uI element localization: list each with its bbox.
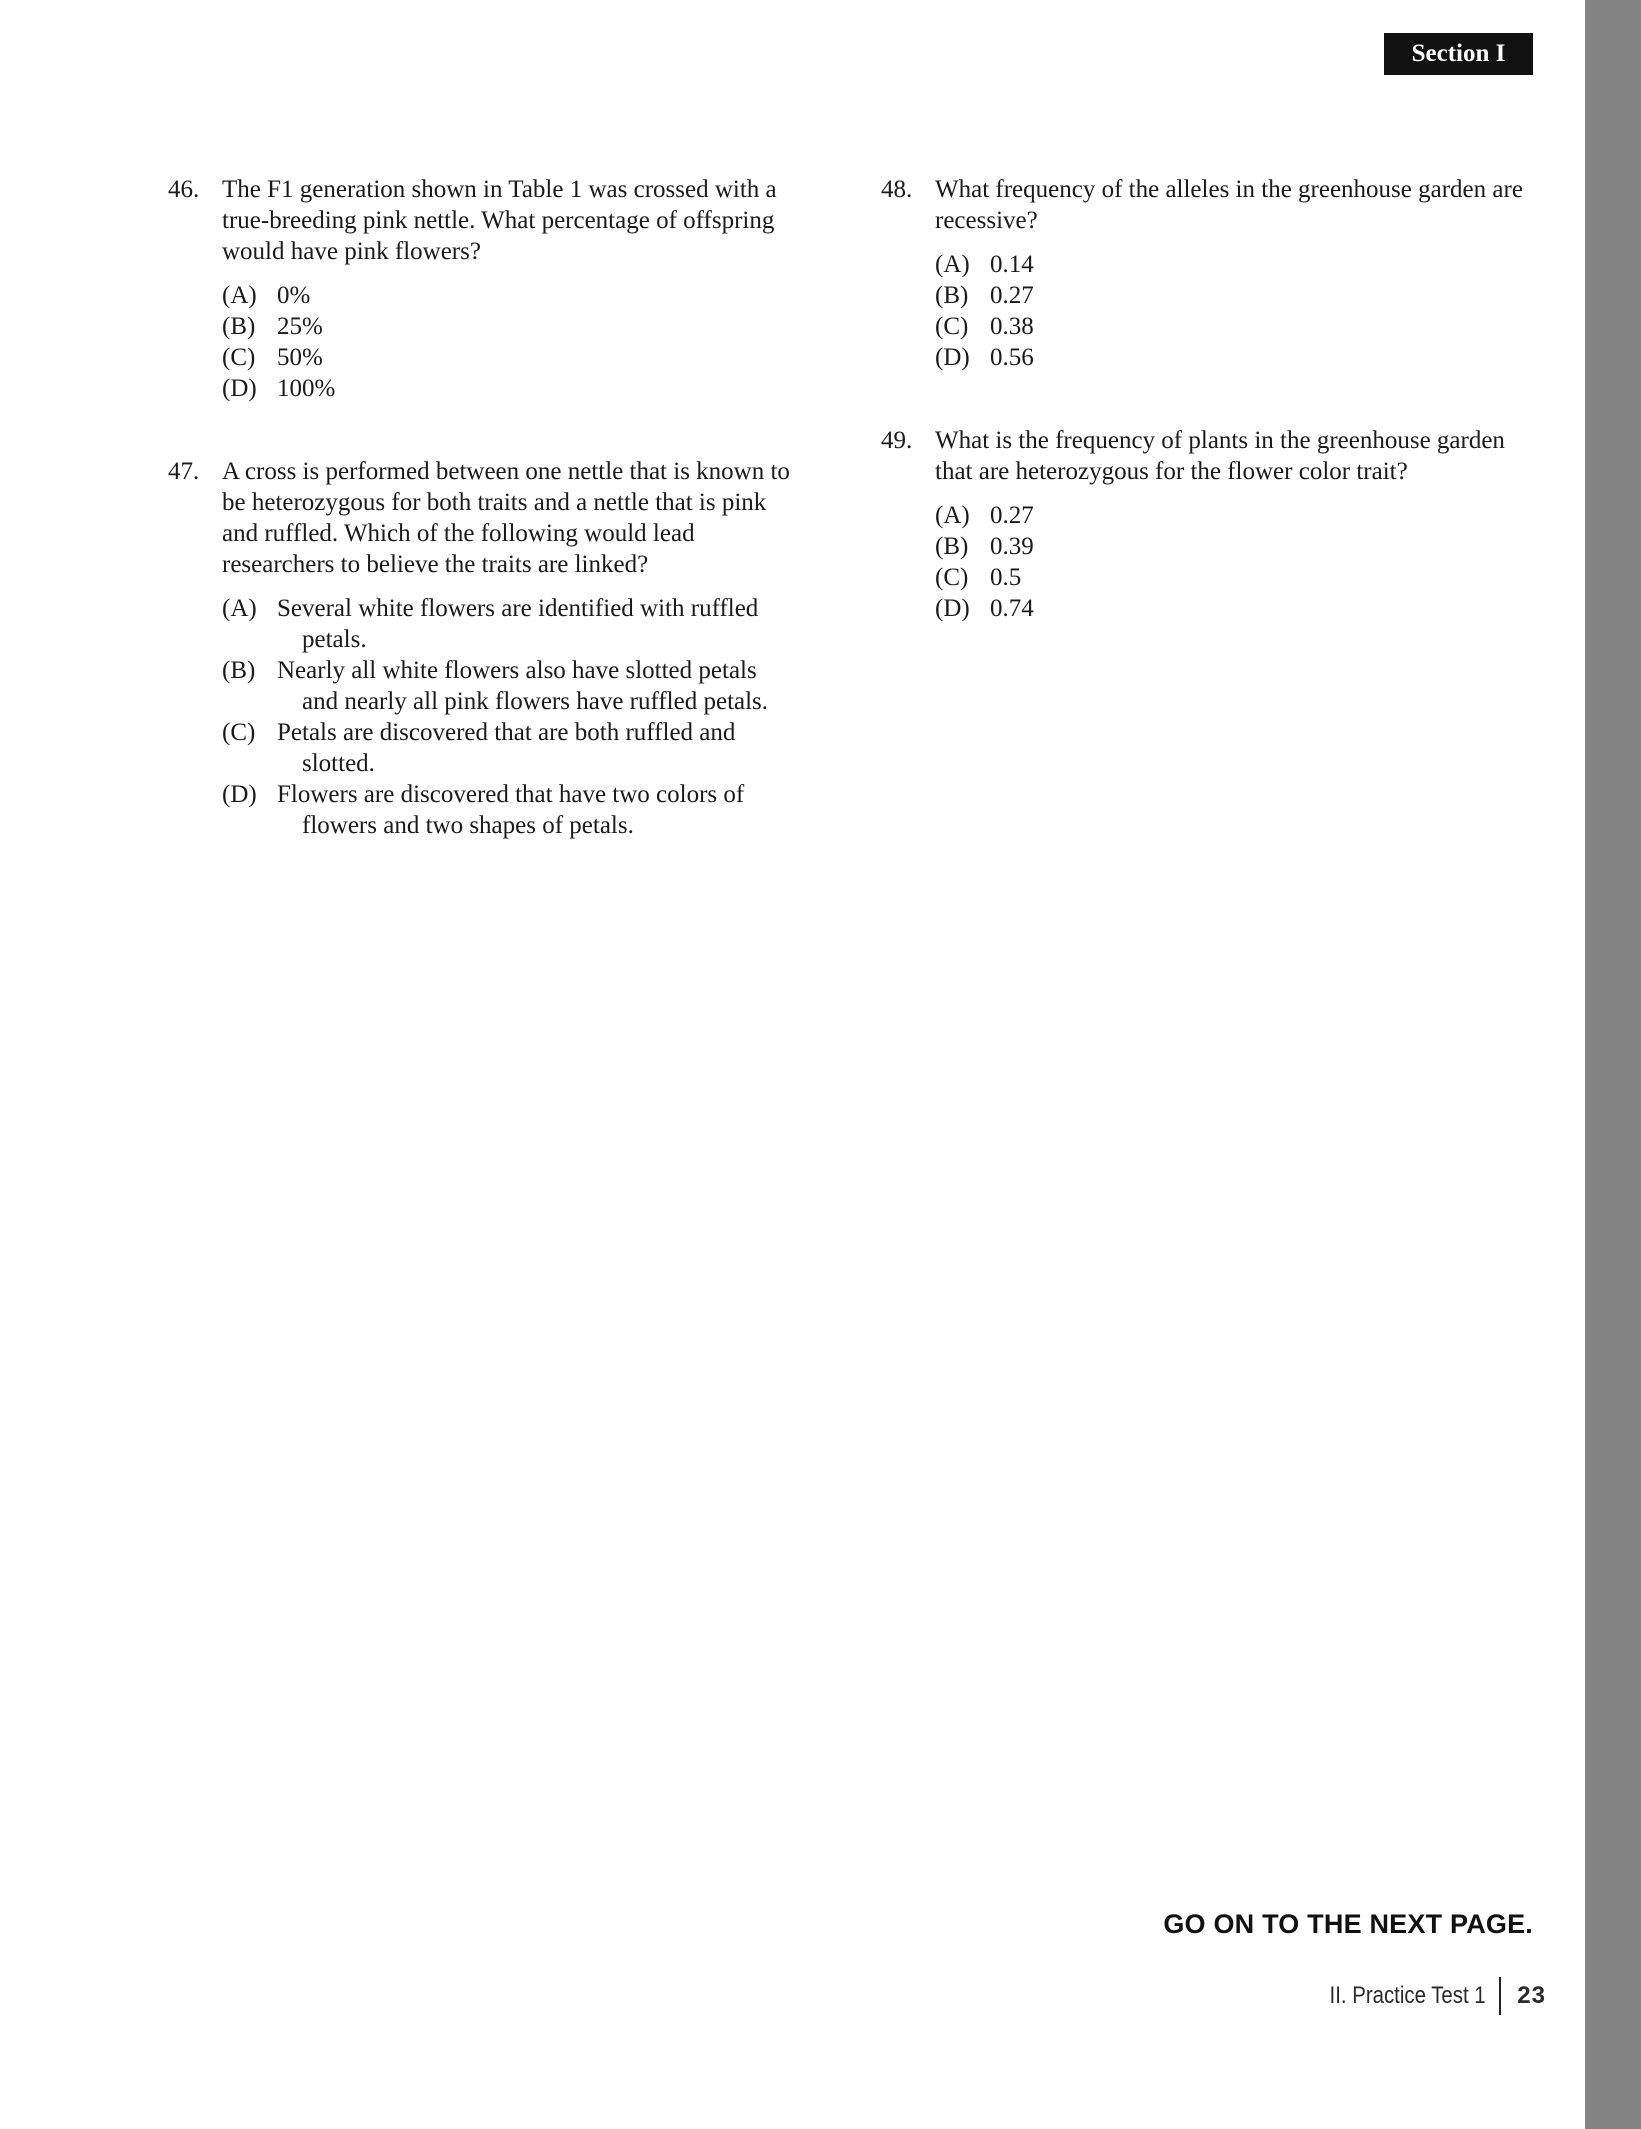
question-number: 46. bbox=[168, 176, 200, 203]
choice-text: 25% bbox=[277, 313, 323, 340]
answer-choice[interactable] bbox=[222, 373, 828, 404]
answer-choices bbox=[935, 249, 1541, 373]
choice-letter: (D) bbox=[935, 344, 970, 371]
go-on-notice: GO ON TO THE NEXT PAGE. bbox=[1163, 1909, 1533, 1939]
page-footer bbox=[1302, 1976, 1546, 2016]
answer-choice[interactable] bbox=[222, 593, 782, 655]
answer-choices bbox=[935, 500, 1541, 624]
choice-letter: (B) bbox=[222, 313, 256, 340]
choice-text: 100% bbox=[277, 375, 336, 402]
question-49 bbox=[881, 425, 1541, 624]
answer-choice[interactable] bbox=[935, 593, 1541, 624]
question-number: 49. bbox=[881, 427, 913, 454]
choice-letter: (B) bbox=[222, 657, 256, 684]
choice-letter: (D) bbox=[222, 781, 257, 808]
choice-letter: (B) bbox=[935, 533, 969, 560]
choice-letter: (A) bbox=[935, 251, 970, 278]
answer-choices bbox=[222, 593, 782, 841]
choice-text: 0.14 bbox=[990, 251, 1034, 278]
answer-choice[interactable] bbox=[222, 655, 782, 717]
footer-divider bbox=[1499, 1977, 1501, 2015]
question-stem: What is the frequency of plants in the greenhouse garden that are heterozygous for the flower color trait? bbox=[935, 427, 1505, 485]
question-48 bbox=[881, 174, 1541, 373]
footer-book-section: II. Practice Test 1 bbox=[1329, 1982, 1486, 2009]
answer-choice[interactable] bbox=[935, 249, 1541, 280]
choice-letter: (C) bbox=[222, 719, 256, 746]
choice-text: Several white flowers are identified with ruffled petals. bbox=[277, 595, 759, 653]
answer-choice[interactable] bbox=[935, 562, 1541, 593]
answer-choice[interactable] bbox=[935, 280, 1541, 311]
choice-letter: (D) bbox=[935, 595, 970, 622]
choice-text: 0.74 bbox=[990, 595, 1034, 622]
choice-letter: (C) bbox=[222, 344, 256, 371]
choice-letter: (A) bbox=[935, 502, 970, 529]
choice-letter: (A) bbox=[222, 282, 257, 309]
question-stem: The F1 generation shown in Table 1 was crossed with a true-breeding pink nettle. What percentage of offspring would have pink flowers? bbox=[222, 176, 777, 265]
choice-text: Nearly all white flowers also have slotted petals and nearly all pink flowers have ruffled petals. bbox=[277, 657, 769, 715]
answer-choice[interactable] bbox=[935, 531, 1541, 562]
choice-text: 0.56 bbox=[990, 344, 1034, 371]
question-stem: A cross is performed between one nettle that is known to be heterozygous for both traits and a nettle that is pink and ruffled. Which of the following would lead researchers to believe the traits are linked? bbox=[222, 458, 790, 578]
choice-letter: (B) bbox=[935, 282, 969, 309]
choice-text: 0.38 bbox=[990, 313, 1034, 340]
choice-letter: (A) bbox=[222, 595, 257, 622]
answer-choice[interactable] bbox=[222, 342, 828, 373]
page-number: 23 bbox=[1517, 1982, 1546, 2009]
answer-choice[interactable] bbox=[935, 311, 1541, 342]
choice-text: 0.39 bbox=[990, 533, 1034, 560]
question-46 bbox=[168, 174, 828, 404]
choice-letter: (D) bbox=[222, 375, 257, 402]
question-number: 47. bbox=[168, 458, 200, 485]
choice-text: 0.5 bbox=[990, 564, 1022, 591]
answer-choice[interactable] bbox=[222, 280, 828, 311]
choice-text: 0.27 bbox=[990, 282, 1034, 309]
choice-letter: (C) bbox=[935, 564, 969, 591]
answer-choices bbox=[222, 280, 828, 404]
question-number: 48. bbox=[881, 176, 913, 203]
answer-choice[interactable] bbox=[935, 500, 1541, 531]
choice-letter: (C) bbox=[935, 313, 969, 340]
answer-choice[interactable] bbox=[935, 342, 1541, 373]
choice-text: Flowers are discovered that have two colors of flowers and two shapes of petals. bbox=[277, 781, 745, 839]
choice-text: 50% bbox=[277, 344, 323, 371]
section-label: Section I bbox=[1384, 33, 1533, 75]
choice-text: 0% bbox=[277, 282, 311, 309]
answer-choice[interactable] bbox=[222, 311, 828, 342]
choice-text: Petals are discovered that are both ruffled and slotted. bbox=[277, 719, 736, 777]
page-edge-bar bbox=[1585, 0, 1641, 2129]
question-47 bbox=[168, 456, 828, 841]
answer-choice[interactable] bbox=[222, 779, 782, 841]
question-stem: What frequency of the alleles in the greenhouse garden are recessive? bbox=[935, 176, 1523, 234]
choice-text: 0.27 bbox=[990, 502, 1034, 529]
answer-choice[interactable] bbox=[222, 717, 782, 779]
